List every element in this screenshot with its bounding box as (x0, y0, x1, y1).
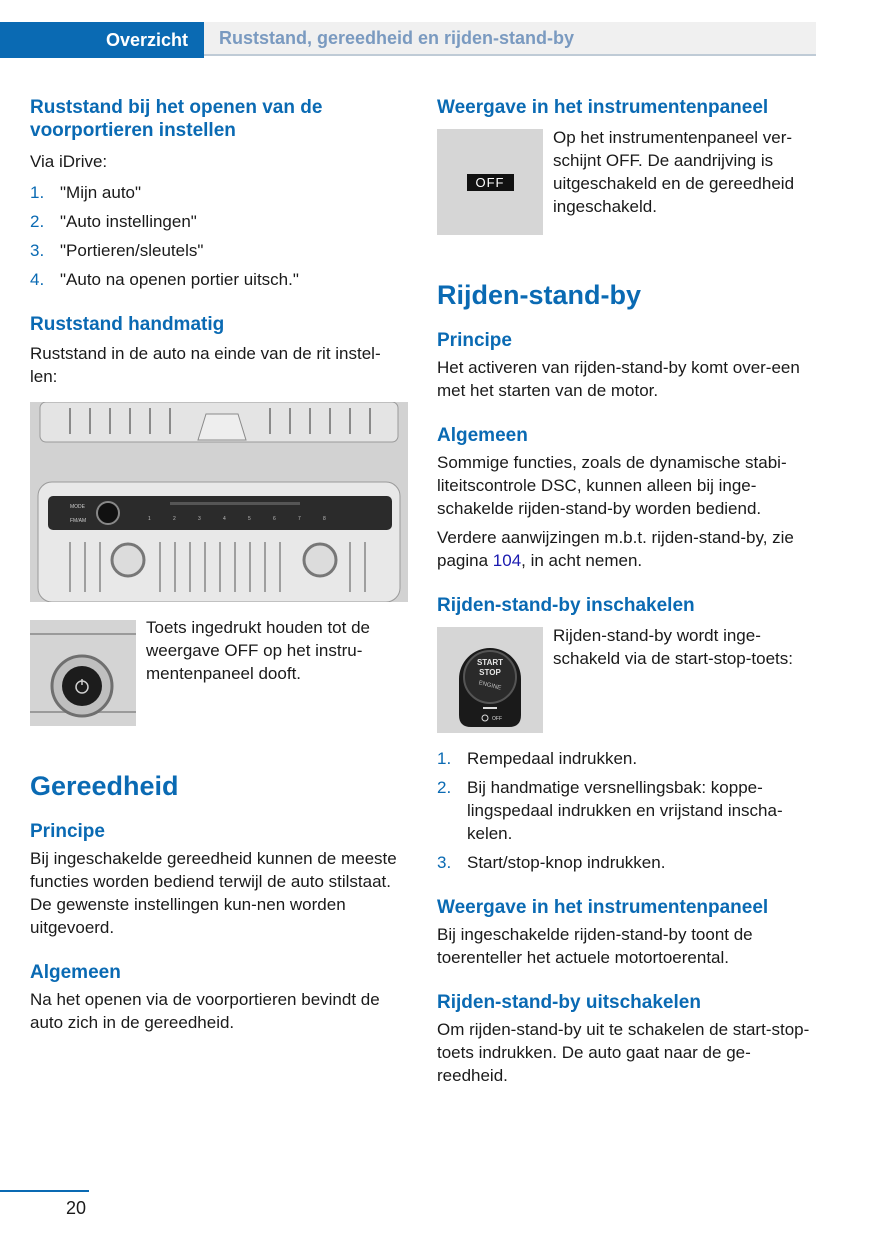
svg-text:3: 3 (198, 516, 201, 522)
footer-divider (0, 1190, 89, 1192)
svg-text:MODE: MODE (70, 504, 85, 510)
svg-text:START: START (476, 658, 504, 667)
ruststand-openen-heading: Ruststand bij het openen van de voorportieren instellen (30, 97, 323, 141)
console-image (30, 402, 408, 602)
off-display-image (437, 129, 543, 235)
weergave-heading-1: Weergave in het instrumentenpaneel (437, 97, 769, 118)
power-knob-image (30, 620, 136, 726)
inschakelen-steps (437, 747, 817, 874)
list-item: 2. Bij handmatige versnellingsbak: koppe-lingspedaal indrukken en vrijstand inscha-kelen. (437, 778, 783, 843)
off-display-row (437, 129, 817, 235)
svg-text:ENGINE: ENGINE (477, 680, 502, 692)
start-stop-button-illustration (437, 627, 543, 733)
ruststand-handmatig-heading: Ruststand handmatig (30, 314, 225, 335)
power-knob-caption: Toets ingedrukt houden tot de weergave OFF op het instru-mentenpaneel dooft. (146, 618, 370, 683)
start-stop-row (437, 627, 817, 733)
start-stop-image (437, 627, 543, 733)
svg-text:2: 2 (173, 516, 176, 522)
inschakelen-heading: Rijden-stand-by inschakelen (437, 595, 695, 616)
svg-text:5: 5 (248, 516, 251, 522)
power-button-row (30, 620, 408, 726)
power-knob-illustration (30, 620, 136, 726)
idrive-intro: Via iDrive: (30, 152, 108, 171)
off-badge: OFF (467, 174, 514, 191)
list-item: 3. "Portieren/sleutels" (30, 241, 204, 260)
left-column (30, 94, 408, 1034)
rijden-principe-text: Het activeren van rijden-stand-by komt over-een met het starten van de motor. (437, 358, 800, 400)
header-title: Ruststand, gereedheid en rijden-stand-by (204, 22, 816, 56)
gereedheid-title: Gereedheid (30, 771, 179, 801)
svg-text:OFF: OFF (492, 716, 502, 722)
gereedheid-algemeen-heading: Algemeen (30, 962, 121, 983)
list-item: 4. "Auto na openen portier uitsch." (30, 270, 299, 289)
gereedheid-principe-text: Bij ingeschakelde gereedheid kunnen de meeste functies worden bediend terwijl de auto stilstaat. De gewenste instellingen kun-nen worden uitgevoerd. (30, 849, 397, 937)
rijden-algemeen-text: Sommige functies, zoals de dynamische stabi-liteitscontrole DSC, kunnen alleen bij inge-schakelde rijden-stand-by worden bediend. (437, 453, 787, 518)
list-item: 1. Rempedaal indrukken. (437, 749, 638, 768)
page-number: 20 (66, 1198, 87, 1218)
weergave-text-2: Bij ingeschakelde rijden-stand-by toont de toerenteller het actuele motortoerental. (437, 925, 753, 967)
weergave-heading-2: Weergave in het instrumentenpaneel (437, 897, 769, 918)
list-item: 1. "Mijn auto" (30, 183, 142, 202)
idrive-steps (30, 181, 408, 291)
rijden-algemeen-heading: Algemeen (437, 425, 528, 446)
gereedheid-principe-heading: Principe (30, 821, 105, 842)
list-item: 2. "Auto instellingen" (30, 212, 197, 231)
list-item: 3. Start/stop-knop indrukken. (437, 853, 666, 872)
svg-text:FM/AM: FM/AM (70, 518, 87, 524)
uitschakelen-text: Om rijden-stand-by uit te schakelen de start-stop-toets indrukken. De auto gaat naar de ge-reedheid. (437, 1020, 810, 1085)
svg-text:STOP: STOP (479, 668, 501, 677)
start-stop-text: Rijden-stand-by wordt inge-schakeld via de start-stop-toets: (553, 626, 794, 668)
svg-text:7: 7 (298, 516, 301, 522)
rijden-stand-by-title: Rijden-stand-by (437, 280, 642, 310)
svg-text:4: 4 (223, 516, 226, 522)
ruststand-handmatig-text: Ruststand in de auto na einde van de rit instel-len: (30, 344, 381, 386)
svg-text:1: 1 (148, 516, 151, 522)
rijden-principe-heading: Principe (437, 330, 512, 351)
page-104-link[interactable]: 104 (492, 551, 522, 570)
svg-text:6: 6 (273, 516, 276, 522)
svg-text:8: 8 (323, 516, 326, 522)
gereedheid-algemeen-text: Na het openen via de voorportieren bevindt de auto zich in de gereedheid. (30, 990, 380, 1032)
header-section-tab: Overzicht (0, 22, 204, 58)
uitschakelen-heading: Rijden-stand-by uitschakelen (437, 992, 701, 1013)
center-console-illustration (30, 402, 408, 602)
rijden-verdere-text: Verdere aanwijzingen m.b.t. rijden-stand-by, zie pagina 104, in acht nemen. (437, 528, 794, 570)
off-display-text: Op het instrumentenpaneel ver-schijnt OFF. De aandrijving is uitgeschakeld en de gereedheid ingeschakeld. (553, 128, 795, 216)
right-column (437, 94, 817, 1087)
